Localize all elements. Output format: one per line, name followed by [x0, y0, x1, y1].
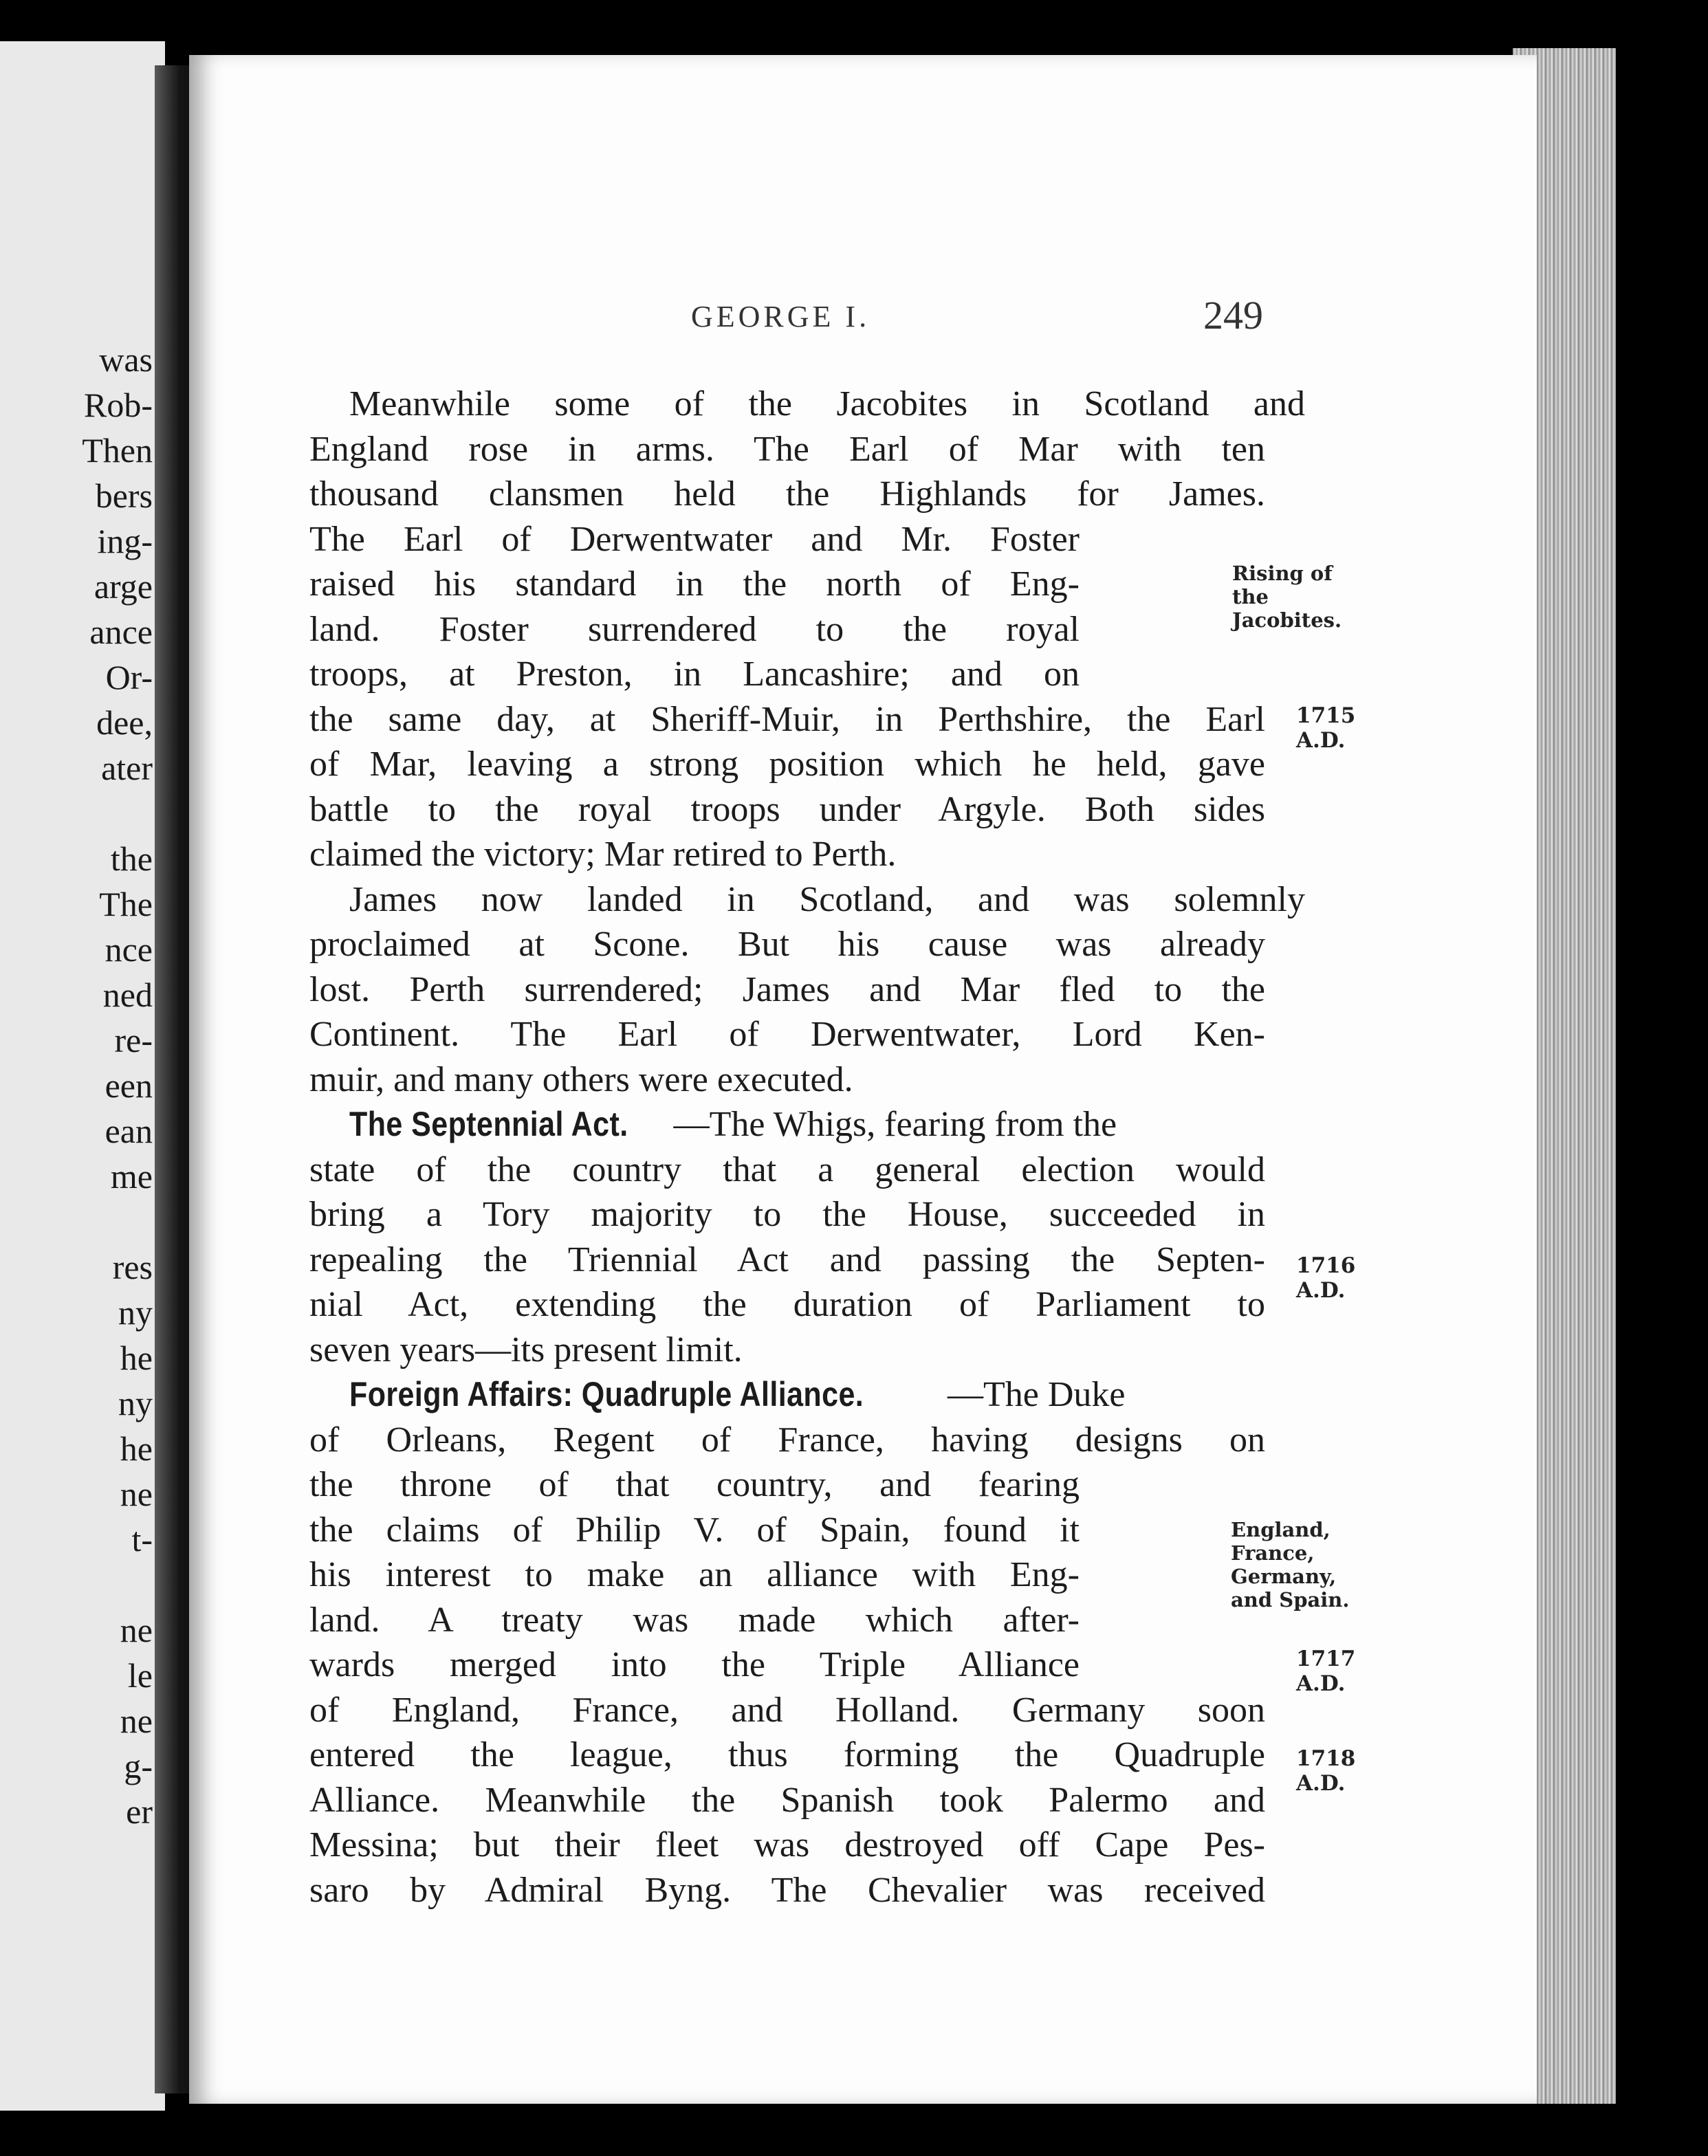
text-line: nial Act, extending the duration of Parliament to — [309, 1285, 1265, 1324]
facing-page-fragment: The — [99, 885, 153, 923]
text-line: land. Foster surrendered to the royal — [309, 609, 1080, 649]
side-note-line: England, — [1231, 1518, 1331, 1541]
text-line: bring a Tory majority to the House, succeeded in — [309, 1195, 1265, 1234]
text-line: muir, and many others were executed. — [309, 1059, 853, 1099]
text-line: of England, France, and Holland. Germany soon — [309, 1690, 1265, 1730]
facing-page-fragment: he — [120, 1339, 153, 1377]
text-line: troops, at Preston, in Lancashire; and on — [309, 654, 1080, 694]
text-line: seven years—its present limit. — [309, 1330, 743, 1370]
side-note-line: Germany, — [1231, 1565, 1337, 1588]
date-note-1718 — [1296, 1746, 1355, 1796]
heading-line — [309, 1102, 1492, 1147]
facing-page — [0, 41, 165, 2111]
text-run: —The Whigs, fearing from the — [673, 1105, 1117, 1144]
heading-line — [309, 1372, 1492, 1418]
facing-page-fragment: g- — [124, 1747, 153, 1785]
side-note-line: the — [1232, 585, 1269, 608]
text-line: battle to the royal troops under Argyle. Both sides — [309, 789, 1265, 829]
date-year: 1715 — [1296, 703, 1356, 728]
facing-page-fragment: t- — [131, 1520, 153, 1559]
date-era: A.D. — [1296, 728, 1346, 753]
text-line: Messina; but their fleet was destroyed off Cape Pes- — [309, 1825, 1265, 1864]
text-line: entered the league, thus forming the Quadruple — [309, 1735, 1265, 1774]
facing-page-fragment: ean — [105, 1112, 153, 1150]
facing-page-fragment: er — [126, 1792, 153, 1831]
running-title: GEORGE I. — [691, 300, 871, 333]
side-note-rising-of-the-jacobites — [1232, 562, 1342, 632]
side-note-line: Rising of — [1232, 562, 1333, 585]
text-line: of Mar, leaving a strong position which he held, gave — [309, 745, 1265, 784]
facing-page-fragment: ne — [120, 1611, 153, 1649]
book-page — [189, 55, 1537, 2104]
date-note-1717 — [1296, 1647, 1355, 1696]
text-line: saro by Admiral Byng. The Chevalier was received — [309, 1870, 1265, 1910]
text-line: repealing the Triennial Act and passing the Septen- — [309, 1240, 1265, 1279]
date-era: A.D. — [1296, 1671, 1346, 1696]
date-era: A.D. — [1296, 1771, 1346, 1796]
facing-page-fragment: res — [112, 1248, 153, 1286]
date-year: 1716 — [1296, 1253, 1356, 1278]
text-line: land. A treaty was made which after- — [309, 1600, 1080, 1640]
facing-page-fragment: arge — [94, 567, 153, 606]
text-line: raised his standard in the north of Eng- — [309, 564, 1080, 604]
facing-page-fragment: dee, — [96, 703, 153, 742]
side-note-line: and Spain. — [1231, 1588, 1350, 1612]
facing-page-fragment: ne — [120, 1475, 153, 1513]
text-line: Continent. The Earl of Derwentwater, Lord Ken- — [309, 1015, 1265, 1054]
facing-page-fragment: Then — [82, 431, 153, 470]
facing-page-fragment: bers — [95, 476, 153, 515]
facing-page-fragment: ing- — [97, 522, 153, 560]
text-line: Alliance. Meanwhile the Spanish took Palermo and — [309, 1780, 1265, 1820]
side-note-line: Jacobites. — [1232, 608, 1342, 632]
side-note-england-france-germany-spain — [1231, 1518, 1349, 1612]
text-line: James now landed in Scotland, and was solemnly — [349, 879, 1305, 919]
text-line: Meanwhile some of the Jacobites in Scotland and — [349, 384, 1305, 424]
text-line: thousand clansmen held the Highlands for James. — [309, 474, 1265, 514]
facing-page-fragment: ny — [118, 1293, 153, 1332]
text-line: the claims of Philip V. of Spain, found it — [309, 1510, 1080, 1550]
date-year: 1718 — [1296, 1746, 1356, 1771]
text-line: of Orleans, Regent of France, having designs on — [309, 1420, 1265, 1460]
text-line: the same day, at Sheriff-Muir, in Perthshire, the Earl — [309, 699, 1265, 739]
facing-page-fragment: Rob- — [84, 386, 153, 424]
text-line: his interest to make an alliance with Eng- — [309, 1555, 1080, 1594]
facing-page-fragment: the — [110, 839, 153, 878]
text-line: state of the country that a general election would — [309, 1150, 1265, 1189]
facing-page-fragment: he — [120, 1429, 153, 1468]
text-line: proclaimed at Scone. But his cause was already — [309, 925, 1265, 964]
facing-page-fragment: ater — [101, 749, 153, 787]
facing-page-fragment: nce — [105, 930, 153, 969]
facing-page-fragment: le — [127, 1656, 153, 1695]
section-heading-septennial-act: The Septennial Act. — [349, 1105, 628, 1143]
facing-page-fragment: ned — [102, 976, 153, 1014]
text-line: lost. Perth surrendered; James and Mar fled to the — [309, 969, 1265, 1009]
text-line: claimed the victory; Mar retired to Perth. — [309, 835, 897, 874]
date-note-1715 — [1296, 703, 1355, 753]
facing-page-fragment: ny — [118, 1384, 153, 1422]
section-heading-foreign-affairs: Foreign Affairs: Quadruple Alliance. — [349, 1375, 864, 1414]
side-note-line: France, — [1231, 1541, 1315, 1565]
date-year: 1717 — [1296, 1647, 1356, 1671]
facing-page-fragment: re- — [114, 1021, 153, 1059]
date-era: A.D. — [1296, 1278, 1346, 1303]
facing-page-fragment: me — [110, 1157, 153, 1196]
facing-page-fragment: Or- — [105, 658, 153, 696]
text-line: The Earl of Derwentwater and Mr. Foster — [309, 519, 1080, 559]
page-header — [189, 293, 1537, 347]
date-note-1716 — [1296, 1253, 1355, 1303]
text-line: wards merged into the Triple Alliance — [309, 1645, 1080, 1684]
page-number: 249 — [1203, 293, 1263, 338]
text-line: the throne of that country, and fearing — [309, 1465, 1080, 1504]
body-text — [309, 382, 1492, 1913]
facing-page-fragment: ance — [89, 613, 153, 651]
facing-page-fragment: was — [99, 340, 153, 379]
text-run: —The Duke — [947, 1375, 1126, 1414]
facing-page-fragment: een — [105, 1066, 153, 1105]
text-line: England rose in arms. The Earl of Mar with ten — [309, 429, 1265, 469]
facing-page-fragment: ne — [120, 1702, 153, 1740]
